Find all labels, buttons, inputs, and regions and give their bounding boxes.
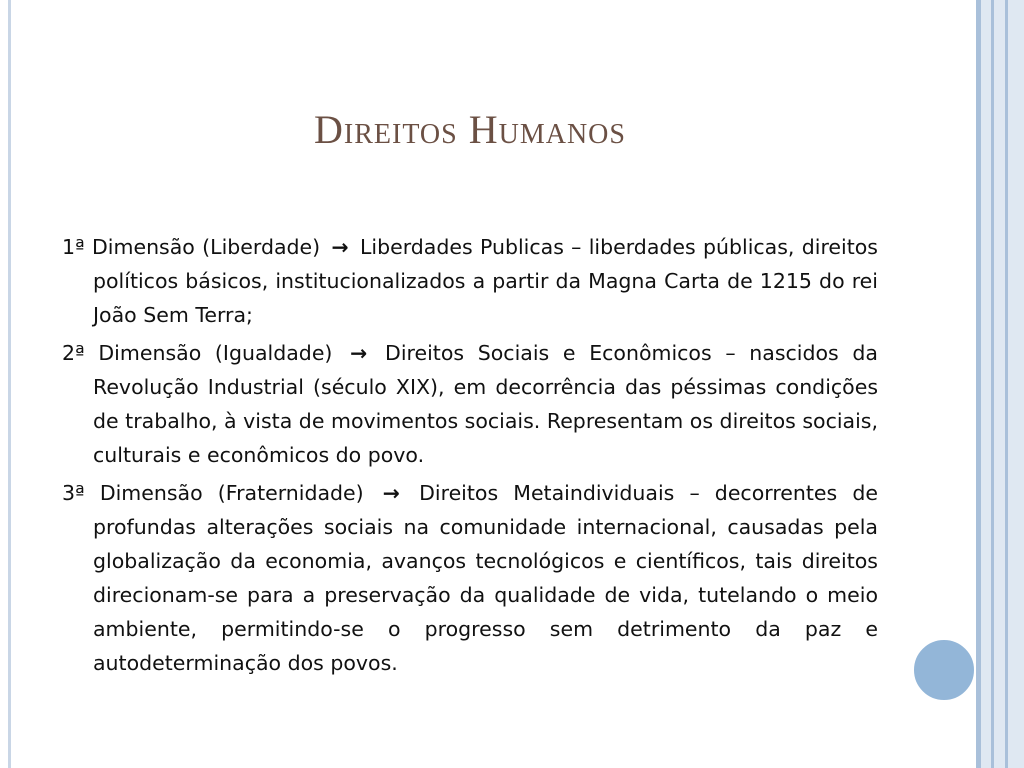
arrow-right-icon: → — [350, 341, 368, 365]
right-decorative-stripes — [976, 0, 1024, 768]
dimension-text: Direitos Metaindividuais – decorrentes de profundas alterações sociais na comunidade internacional, causadas pela globalização da economia, avanços tecnológicos e científicos, tais direitos direcionam-se para a preservação da qualidade de vida, tutelando o meio ambiente, permitindo-se o progresso sem detrimento da paz e autodeterminação dos povos. — [93, 481, 878, 675]
slide-content — [62, 230, 878, 684]
bullet-paragraph-2 — [62, 336, 878, 472]
arrow-right-icon: → — [382, 481, 400, 505]
left-border-line — [8, 0, 11, 768]
stripe — [981, 0, 991, 768]
dimension-text: Liberdades Publicas – liberdades públicas, direitos políticos básicos, institucionalizados a partir da Magna Carta de 1215 do rei João Sem Terra; — [93, 235, 878, 327]
decorative-circle — [912, 638, 976, 702]
bullet-paragraph-1 — [62, 230, 878, 332]
stripe — [994, 0, 1005, 768]
dimension-label: 3ª Dimensão (Fraternidade) — [62, 481, 364, 505]
dimension-label: 2ª Dimensão (Igualdade) — [62, 341, 333, 365]
arrow-right-icon: → — [331, 235, 349, 259]
stripe — [1008, 0, 1024, 768]
dimension-text: Direitos Sociais e Econômicos – nascidos da Revolução Industrial (século XIX), em decorrência das péssimas condições de trabalho, à vista de movimentos sociais. Representam os direitos sociais, culturais e econômicos do povo. — [93, 341, 878, 467]
slide-title: Direitos Humanos — [314, 107, 626, 152]
dimension-label: 1ª Dimensão (Liberdade) — [62, 235, 321, 259]
bullet-paragraph-3 — [62, 476, 878, 680]
